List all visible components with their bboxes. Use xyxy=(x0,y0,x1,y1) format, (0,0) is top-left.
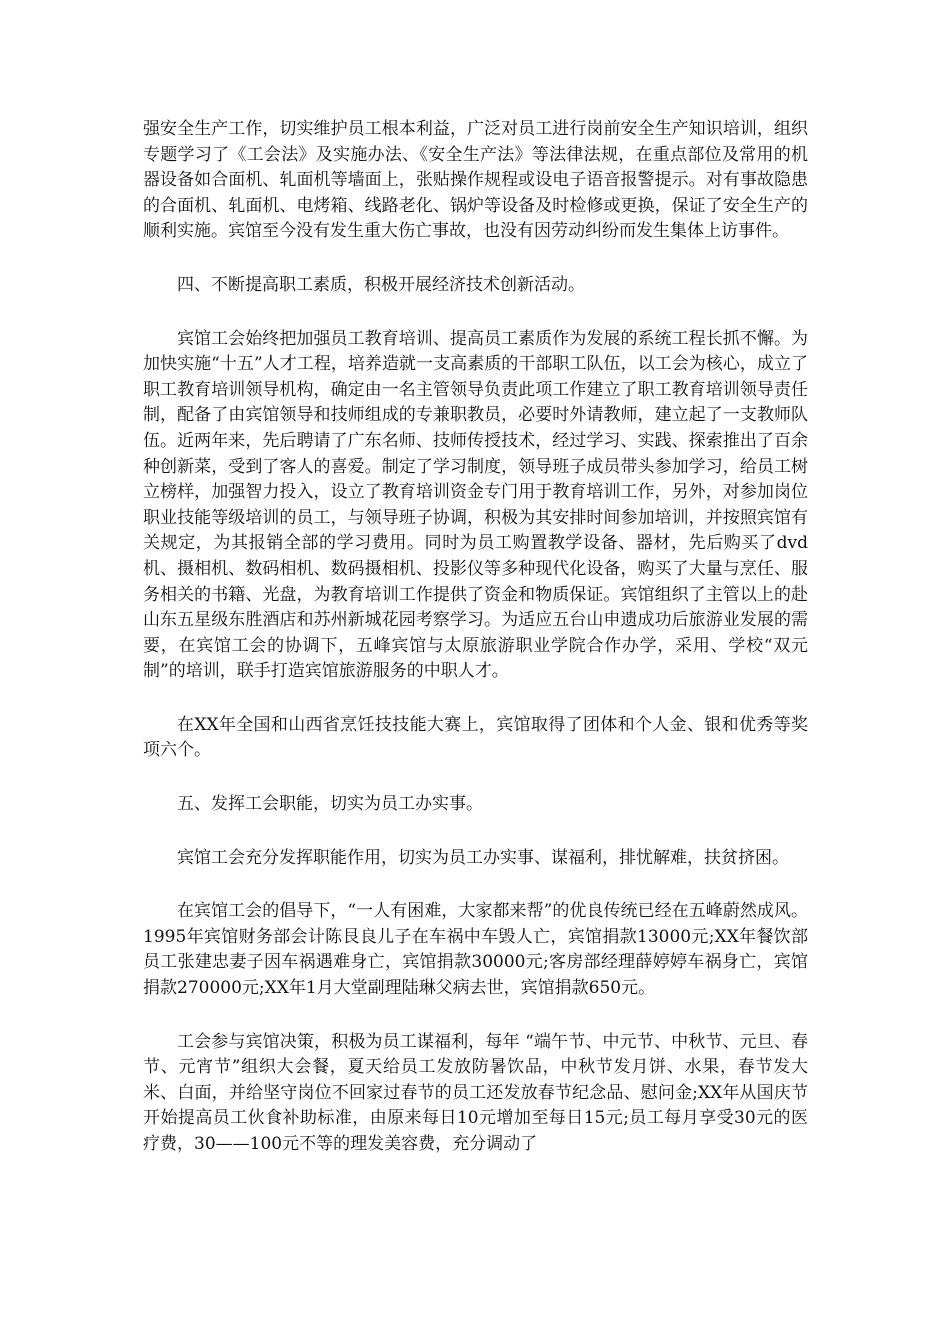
section-heading-four: 四、不断提高职工素质，积极开展经济技术创新活动。 xyxy=(177,274,585,295)
paragraph-safety-continued: 强安全生产工作，切实维护员工根本利益，广泛对员工进行岗前安全生产知识培训，组织专题学习了《工会法》及实施办法、《安全生产法》等法律法规，在重点部位及常用的机器设备如合面机、轧面机等墙面上，张贴操作规程或设电子语音报警提示。对有事故隐患的合面机、轧面机、电烤箱、线路老化、锅炉等设备及时检修或更换，保证了安全生产的顺利实施。宾馆至今没有发生重大伤亡事故，也没有因劳动纠纷而发生集体上访事件。 xyxy=(143,119,808,242)
paragraph-gap xyxy=(143,871,808,899)
paragraph-welfare: 工会参与宾馆决策，积极为员工谋福利，每年 “端午节、中元节、中秋节、元旦、春节、元宵节”组织大会餐，夏天给员工发放防暑饮品，中秋节发月饼、水果，春节发大米、白面，并给坚守岗位不回家过春节的员工还发放春节纪念品、慰问金;XX年从国庆节开始提高员工伙食补助标准，由原来每日10元增加至每日15元;员工每月享受30元的医疗费，30——100元不等的理发美容费，充分调动了 xyxy=(143,1031,808,1154)
paragraph-gap xyxy=(143,1002,808,1030)
section-heading-five: 五、发挥工会职能，切实为员工办实事。 xyxy=(177,794,483,815)
paragraph-gap xyxy=(143,685,808,713)
paragraph-union-function: 宾馆工会充分发挥职能作用，切实为员工办实事、谋福利，排忧解难，扶贫挤困。 xyxy=(177,847,789,868)
paragraph-gap xyxy=(143,245,808,273)
paragraph-training: 宾馆工会始终把加强员工教育培训、提高员工素质作为发展的系统工程长抓不懈。为加快实施“十五”人才工程，培养造就一支高素质的干部职工队伍，以工会为核心，成立了职工教育培训领导机构，确定由一名主管领导负责此项工作建立了职工教育培训领导责任制，配备了由宾馆领导和技师组成的专兼职教员，必要时外请教师，建立起了一支教师队伍。近两年来，先后聘请了广东名师、技师传授技术，经过学习、实践、探索推出了百余种创新菜，受到了客人的喜爱。制定了学习制度，领导班子成员带头参加学习，给员工树立榜样，加强智力投入，设立了教育培训资金专门用于教育培训工作，另外，对参加岗位职业技能等级培训的员工，与领导班子协调，积极为其安排时间参加培训，并按照宾馆有关规定，为其报销全部的学习费用。同时为员工购置教学设备、器材，先后购买了dvd机、摄相机、数码相机、数码摄相机、投影仪等多种现代化设备，购买了大量与烹任、服务相关的书籍、光盘，为教育培训工作提供了资金和物质保证。宾馆组织了主管以上的赴山东五星级东胜酒店和苏州新城花园考察学习。为适应五台山申遗成功后旅游业发展的需要，在宾馆工会的协调下，五峰宾馆与太原旅游职业学院合作办学，采用、学校“双元制”的培训，联手打造宾馆旅游服务的中职人才。 xyxy=(143,328,808,682)
paragraph-gap xyxy=(143,764,808,792)
paragraph-competition: 在XX年全国和山西省烹饪技技能大赛上，宾馆取得了团体和个人金、银和优秀等奖项六个。 xyxy=(143,714,808,761)
paragraph-gap xyxy=(143,818,808,846)
document-body xyxy=(143,117,808,1158)
paragraph-gap xyxy=(143,299,808,327)
paragraph-donations: 在宾馆工会的倡导下，“一人有困难，大家都来帮”的优良传统已经在五峰蔚然成风。1995年宾馆财务部会计陈艮良儿子在车祸中车毁人亡，宾馆捐款13000元;XX年餐饮部员工张建忠妻子因车祸遇难身亡，宾馆捐款30000元;客房部经理薛婷婷车祸身亡，宾馆捐款270000元;XX年1月大堂副理陆琳父病去世，宾馆捐款650元。 xyxy=(143,901,808,999)
